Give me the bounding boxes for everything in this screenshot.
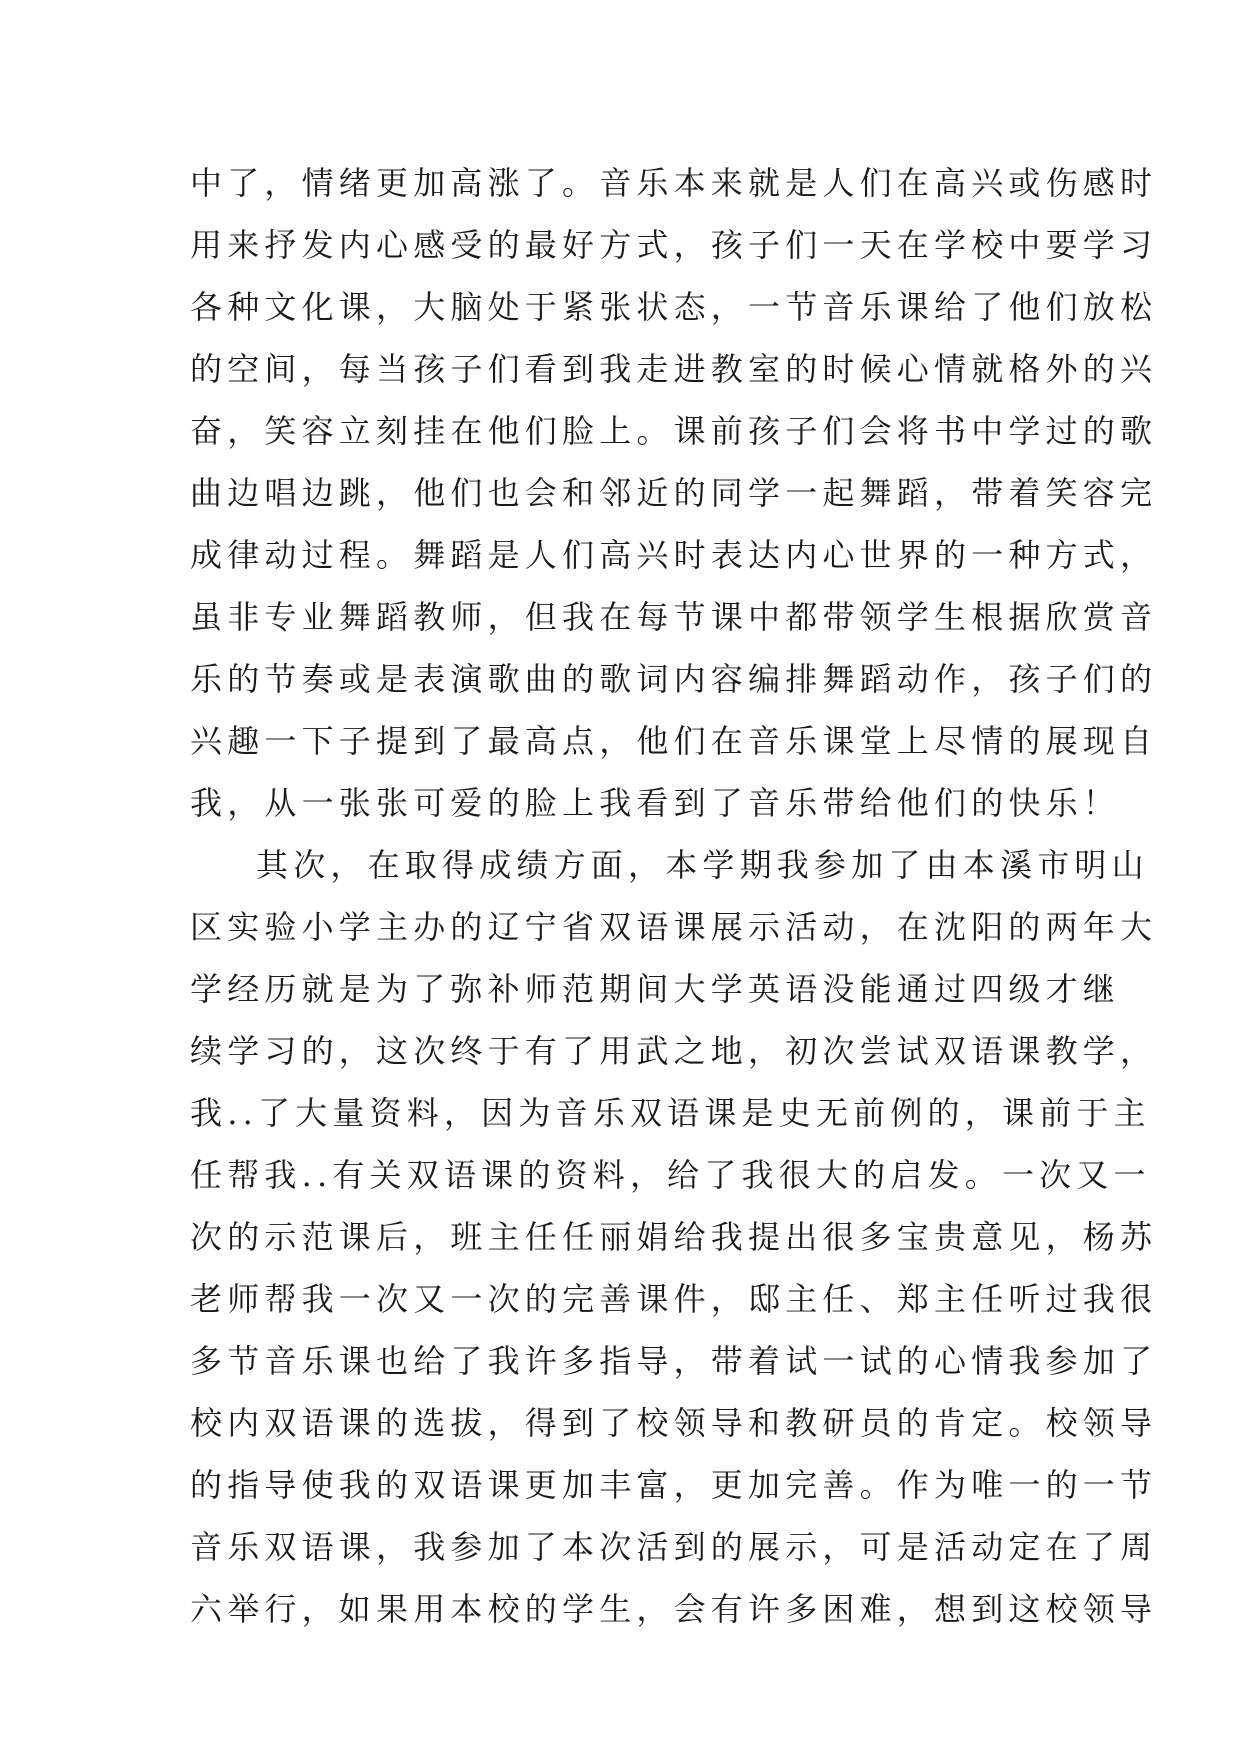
text-line: 多节音乐课也给了我许多指导，带着试一试的心情我参加了 <box>190 1342 1158 1380</box>
text-line: 中了，情绪更加高涨了。音乐本来就是人们在高兴或伤感时 <box>190 164 1158 202</box>
text-line: 虽非专业舞蹈教师，但我在每节课中都带领学生根据欣赏音 <box>190 598 1158 636</box>
text-line: 区实验小学主办的辽宁省双语课展示活动，在沈阳的两年大 <box>190 908 1158 946</box>
text-line: 的空间，每当孩子们看到我走进教室的时候心情就格外的兴 <box>190 350 1158 388</box>
paragraph-start-line: 其次，在取得成绩方面，本学期我参加了由本溪市明山 <box>256 846 1149 884</box>
text-line: 各种文化课，大脑处于紧张状态，一节音乐课给了他们放松 <box>190 288 1158 326</box>
text-line: 的指导使我的双语课更加丰富，更加完善。作为唯一的一节 <box>190 1466 1158 1504</box>
text-line: 音乐双语课，我参加了本次活到的展示，可是活动定在了周 <box>190 1528 1158 1566</box>
text-line: 任帮我..有关双语课的资料，给了我很大的启发。一次又一 <box>190 1156 1151 1194</box>
text-line: 学经历就是为了弥补师范期间大学英语没能通过四级才继 <box>190 970 1121 1008</box>
text-line: 次的示范课后，班主任任丽娟给我提出很多宝贵意见，杨苏 <box>190 1218 1158 1256</box>
body-text <box>190 152 1158 1640</box>
text-line: 六举行，如果用本校的学生，会有许多困难，想到这校领导 <box>190 1590 1158 1628</box>
text-line: 奋，笑容立刻挂在他们脸上。课前孩子们会将书中学过的歌 <box>190 412 1158 450</box>
text-line: 兴趣一下子提到了最高点，他们在音乐课堂上尽情的展现自 <box>190 722 1158 760</box>
text-line: 我..了大量资料，因为音乐双语课是史无前例的，课前于主 <box>190 1094 1151 1132</box>
text-line: 用来抒发内心感受的最好方式，孩子们一天在学校中要学习 <box>190 226 1158 264</box>
text-line: 老师帮我一次又一次的完善课件，邸主任、郑主任听过我很 <box>190 1280 1158 1318</box>
text-line: 校内双语课的选拔，得到了校领导和教研员的肯定。校领导 <box>190 1404 1158 1442</box>
text-line: 我，从一张张可爱的脸上我看到了音乐带给他们的快乐！ <box>190 784 1121 822</box>
text-line: 续学习的，这次终于有了用武之地，初次尝试双语课教学， <box>190 1032 1158 1070</box>
text-line: 曲边唱边跳，他们也会和邻近的同学一起舞蹈，带着笑容完 <box>190 474 1158 512</box>
text-line: 乐的节奏或是表演歌曲的歌词内容编排舞蹈动作，孩子们的 <box>190 660 1158 698</box>
text-line: 成律动过程。舞蹈是人们高兴时表达内心世界的一种方式， <box>190 536 1158 574</box>
